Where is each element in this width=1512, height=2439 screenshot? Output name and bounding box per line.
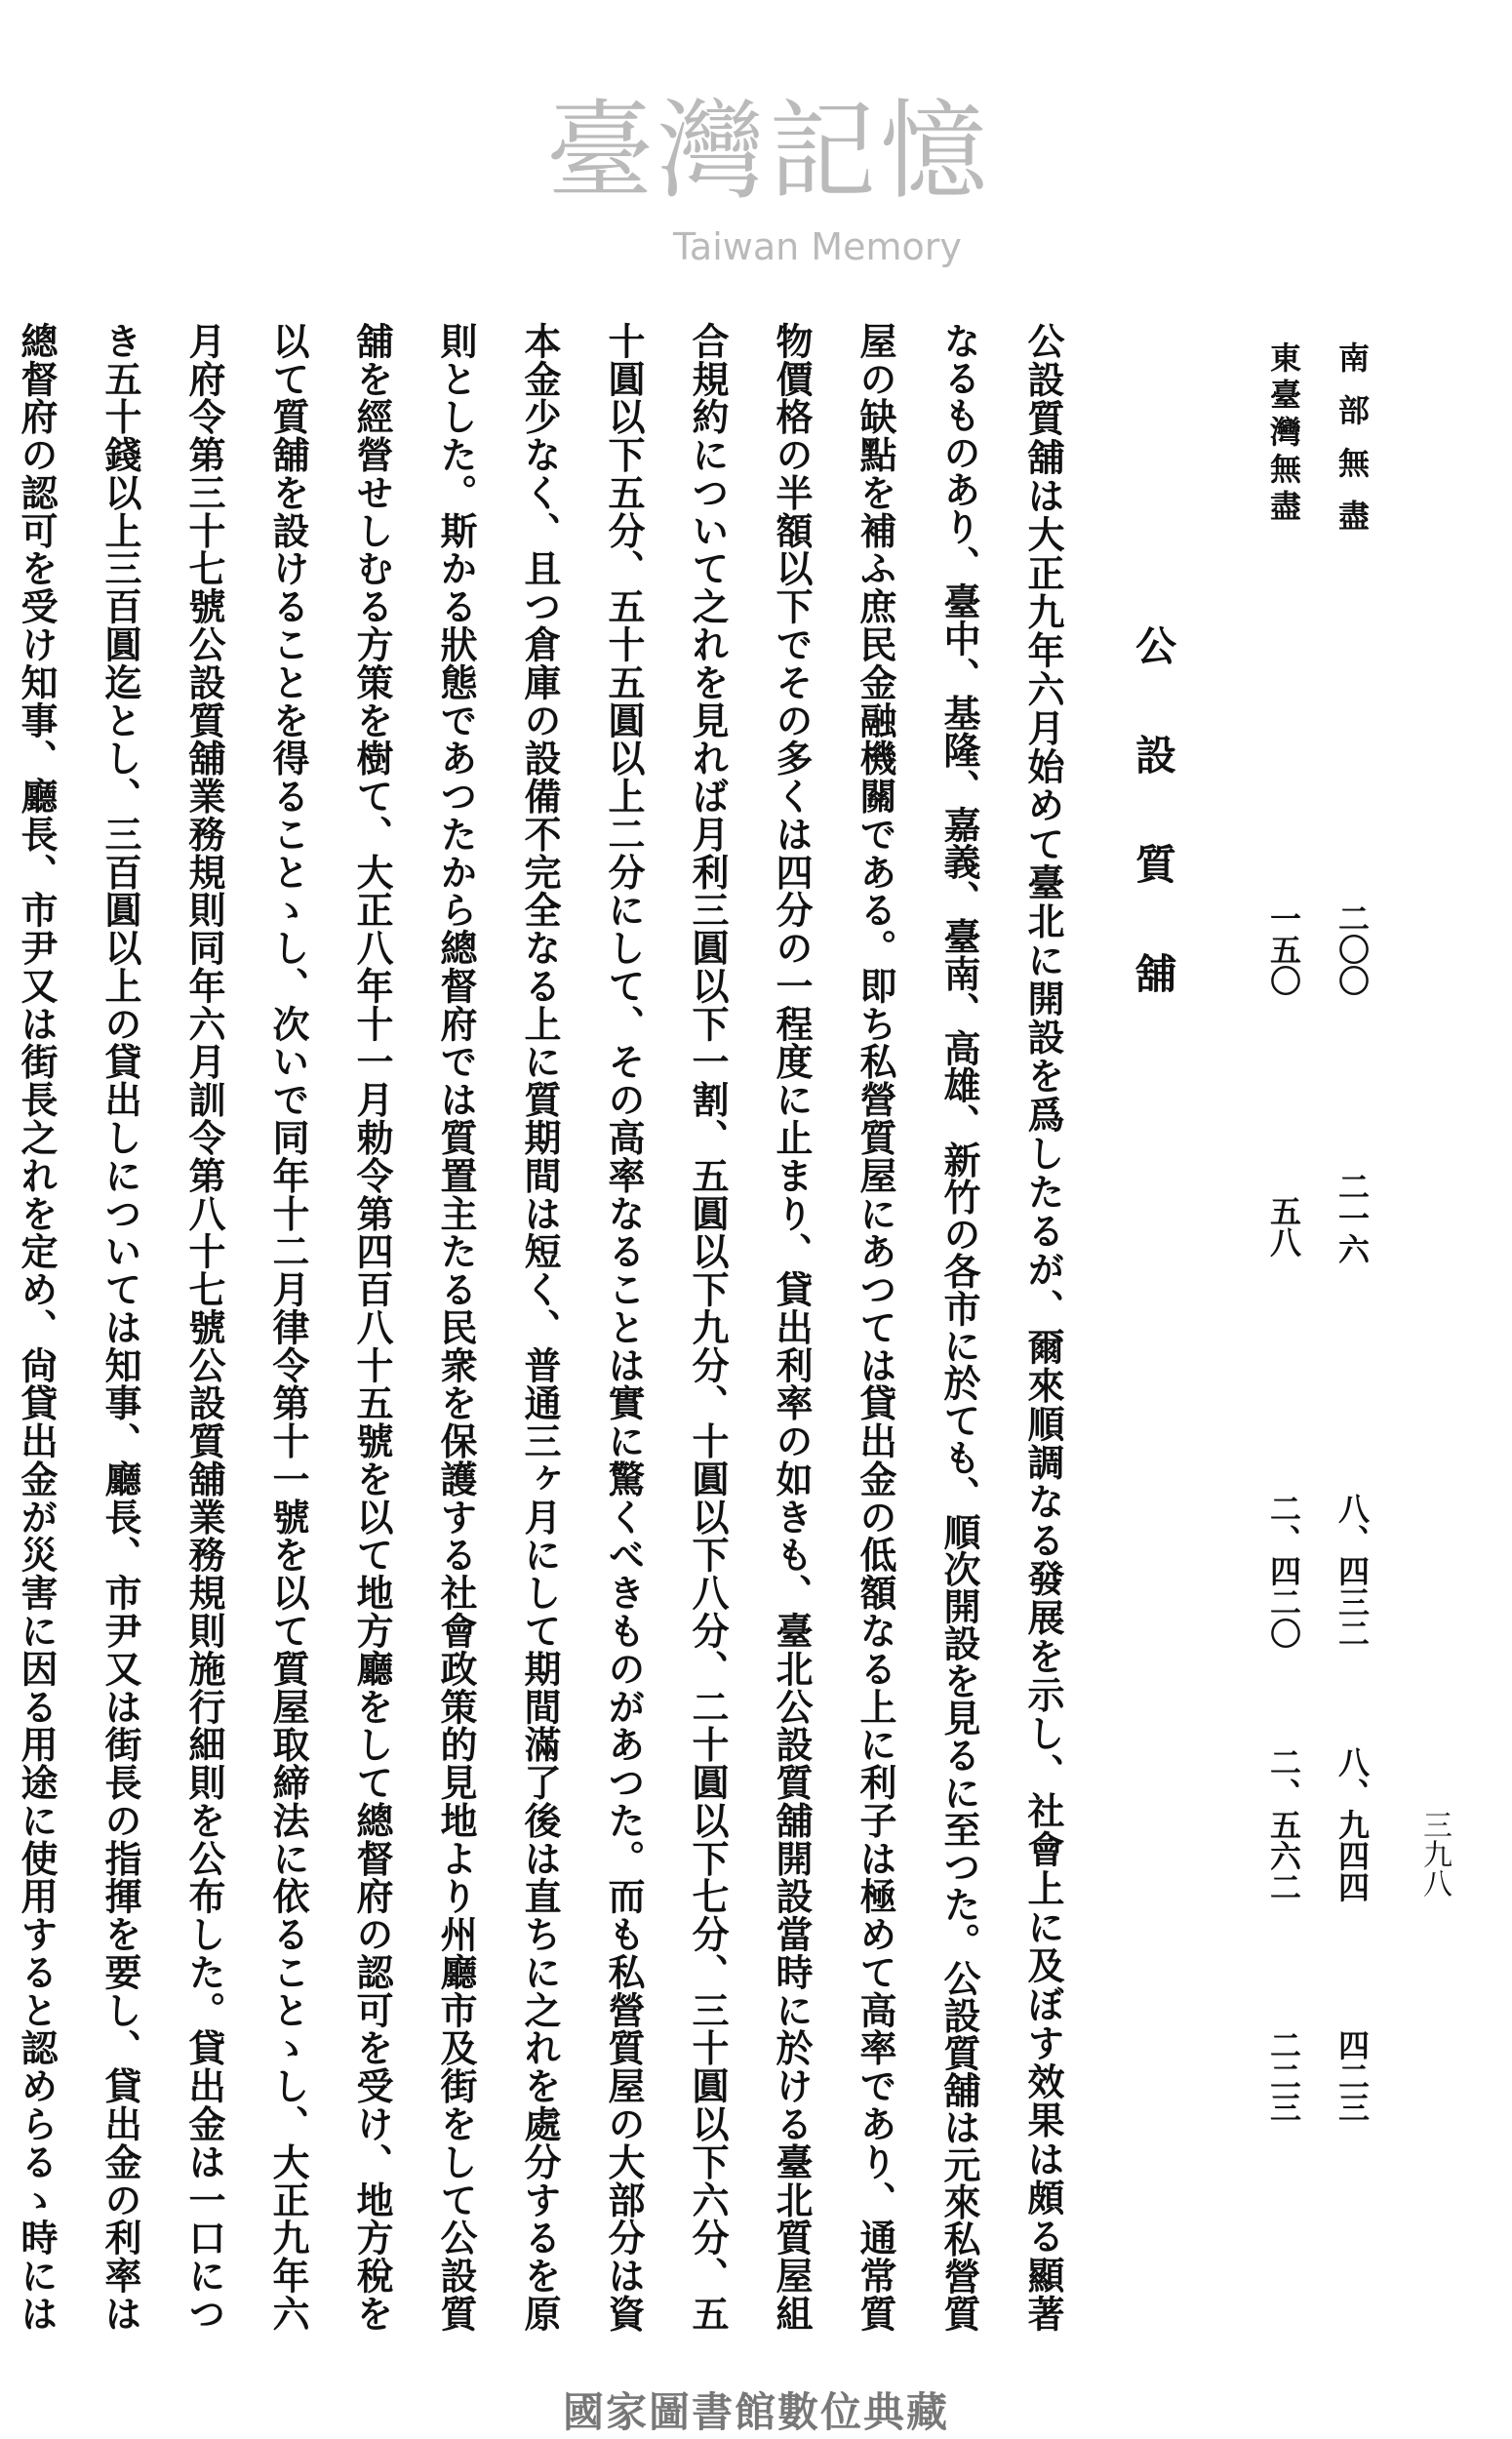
body-column: 公設質舖は大正九年六月始めて臺北に開設を爲したるが、爾來順調なる發展を示し、社會上に及ぼす效果は頗る顯著 [1021, 322, 1065, 2332]
table-cell: 二二三 [1265, 2029, 1302, 2123]
section-title: 公設質舖 [1130, 624, 1177, 1061]
watermark-sub: Taiwan Memory [673, 225, 962, 268]
table-cell-name: 南部無盡 [1333, 341, 1371, 552]
body-column: 則とした。斯かる狀態であつたから總督府では質置主たる民衆を保護する社會政策的見地より州廳市及街をして公設質 [434, 322, 478, 2332]
footer-credit: 國家圖書館數位典藏 [562, 2388, 949, 2436]
watermark-main: 臺灣記憶 [546, 89, 991, 214]
table-cell: 二、五六二 [1265, 1746, 1302, 1902]
body-column: 月府令第三十七號公設質舖業務規則同年六月訓令第八十七號公設質舖業務規則施行細則を公布した。貸出金は一口につ [182, 322, 226, 2332]
table-cell: 一五〇 [1265, 902, 1302, 996]
body-column: 十圓以下五分、五十五圓以上二分にして、その高率なることは實に驚くべきものがあつた。而も私營質屋の大部分は資 [602, 322, 646, 2333]
body-column: 以て質舖を設けることを得ることゝし、次いで同年十二月律令第十一號を以て質屋取締法に依ることゝし、大正九年六 [266, 322, 310, 2333]
body-column: 合規約について之れを見れば月利三圓以下一割、五圓以下九分、十圓以下八分、二十圓以下七分、三十圓以下六分、五 [686, 322, 730, 2332]
page-number: 三九八 [1417, 1810, 1452, 1898]
body-column: き五十錢以上三百圓迄とし、三百圓以上の貸出しについては知事、廳長、市尹又は街長の指揮を要し、貸出金の利率は [99, 322, 142, 2333]
body-column: 本金少なく、且つ倉庫の設備不完全なる上に質期間は短く、普通三ヶ月にして期間滿了後は直ちに之れを處分するを原 [518, 322, 562, 2332]
body-column: 物價格の半額以下でその多くは四分の一程度に止まり、貸出利率の如きも、臺北公設質舖開設當時に於ける臺北質屋組 [770, 322, 814, 2333]
table-cell: 四二三 [1333, 2029, 1371, 2123]
table-cell: 二〇〇 [1333, 902, 1371, 996]
table-cell: 二、四二〇 [1265, 1493, 1302, 1649]
table-cell: 二一六 [1333, 1171, 1371, 1264]
body-column: 屋の缺點を補ふ庶民金融機關である。即ち私營質屋にあつては貸出金の低額なる上に利子は極めて高率であり、通常質 [854, 322, 897, 2333]
table-cell: 八、四三二 [1333, 1493, 1371, 1649]
body-column: なるものあり、臺中、基隆、嘉義、臺南、高雄、新竹の各市に於ても、順次開設を見るに至つた。公設質舖は元來私營質 [937, 322, 981, 2332]
table-cell-name: 東臺灣無盡 [1265, 341, 1302, 527]
watermark [546, 88, 1093, 302]
table-cell: 八、九四四 [1333, 1746, 1371, 1902]
body-column: 舖を經營せしむる方策を樹て、大正八年十一月勅令第四百八十五號を以て地方廳をして總督府の認可を受け、地方稅を [350, 322, 394, 2332]
table-cell: 五八 [1265, 1195, 1302, 1258]
body-column: 總督府の認可を受け知事、廳長、市尹又は街長之れを定め、尙貸出金が災害に因る用途に使用すると認めらるゝ時には [15, 322, 59, 2332]
